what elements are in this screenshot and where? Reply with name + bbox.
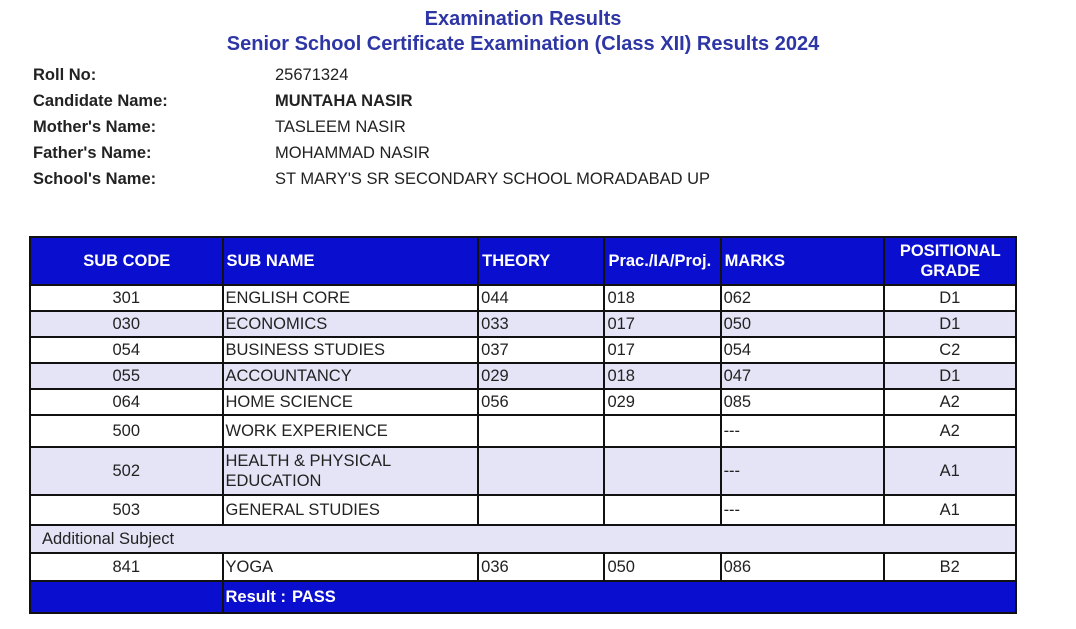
sub-name-cell: HOME SCIENCE <box>223 389 479 415</box>
candidate-name-label: Candidate Name: <box>33 91 168 110</box>
header-sub-code: SUB CODE <box>30 237 223 285</box>
school-name-label: School's Name: <box>33 169 157 188</box>
table-row <box>30 285 1016 311</box>
theory-cell: 029 <box>478 363 604 389</box>
roll-row <box>33 62 710 88</box>
header-prac: Prac./IA/Proj. <box>604 237 720 285</box>
school-name-value: ST MARY'S SR SECONDARY SCHOOL MORADABAD UP <box>275 169 711 188</box>
grade-cell: A1 <box>884 495 1016 525</box>
roll-value: 25671324 <box>275 65 349 84</box>
result-label: Result : <box>225 587 287 606</box>
sub-name-cell: BUSINESS STUDIES <box>223 337 479 363</box>
mother-name-row <box>33 114 710 140</box>
header-marks: MARKS <box>721 237 884 285</box>
grade-cell: D1 <box>884 363 1016 389</box>
marks-cell: 054 <box>721 337 884 363</box>
result-spacer-cell <box>30 581 223 613</box>
marks-cell: --- <box>721 495 884 525</box>
table-row <box>30 495 1016 525</box>
theory-cell: 036 <box>478 553 604 581</box>
sub-name-cell: ACCOUNTANCY <box>223 363 479 389</box>
candidate-name-value: MUNTAHA NASIR <box>275 91 413 110</box>
sub-code-cell: 841 <box>30 553 223 581</box>
sub-code-cell: 064 <box>30 389 223 415</box>
sub-code-cell: 030 <box>30 311 223 337</box>
result-row <box>30 581 1016 613</box>
marks-cell: --- <box>721 415 884 447</box>
result-value: PASS <box>292 587 336 606</box>
grade-cell: D1 <box>884 285 1016 311</box>
marks-cell: 050 <box>721 311 884 337</box>
table-row <box>30 447 1016 495</box>
roll-label: Roll No: <box>33 65 97 84</box>
candidate-info <box>33 62 710 192</box>
header-grade-line2: GRADE <box>920 262 981 280</box>
candidate-name-row <box>33 88 710 114</box>
table-row <box>30 311 1016 337</box>
sub-code-cell: 502 <box>30 447 223 495</box>
theory-cell <box>478 495 604 525</box>
page-title: Examination Results <box>424 8 622 30</box>
sub-code-cell: 503 <box>30 495 223 525</box>
prac-cell <box>604 415 720 447</box>
school-name-row <box>33 166 710 192</box>
prac-cell: 017 <box>604 311 720 337</box>
theory-cell <box>478 415 604 447</box>
page-subtitle: Senior School Certificate Examination (Class XII) Results 2024 <box>226 33 820 55</box>
table-row <box>30 553 1016 581</box>
table-row <box>30 337 1016 363</box>
prac-cell <box>604 495 720 525</box>
result-cell <box>223 581 1017 613</box>
grade-cell: C2 <box>884 337 1016 363</box>
theory-cell: 033 <box>478 311 604 337</box>
table-row <box>30 363 1016 389</box>
table-row <box>30 415 1016 447</box>
header-sub-name: SUB NAME <box>223 237 479 285</box>
sub-name-cell: WORK EXPERIENCE <box>223 415 479 447</box>
additional-subject-row <box>30 525 1016 553</box>
prac-cell: 018 <box>604 285 720 311</box>
marks-cell: 086 <box>721 553 884 581</box>
sub-code-cell: 500 <box>30 415 223 447</box>
grade-cell: B2 <box>884 553 1016 581</box>
prac-cell: 029 <box>604 389 720 415</box>
header-theory: THEORY <box>478 237 604 285</box>
sub-name-cell: ENGLISH CORE <box>223 285 479 311</box>
grade-cell: D1 <box>884 311 1016 337</box>
marks-cell: 047 <box>721 363 884 389</box>
sub-code-cell: 055 <box>30 363 223 389</box>
table-row <box>30 389 1016 415</box>
sub-code-cell: 301 <box>30 285 223 311</box>
sub-code-cell: 054 <box>30 337 223 363</box>
sub-name-cell: YOGA <box>223 553 479 581</box>
sub-name-cell: ECONOMICS <box>223 311 479 337</box>
additional-subject-label: Additional Subject <box>30 525 1016 553</box>
sub-name-cell: HEALTH & PHYSICAL EDUCATION <box>223 447 479 495</box>
grade-cell: A2 <box>884 415 1016 447</box>
marks-cell: 085 <box>721 389 884 415</box>
theory-cell: 056 <box>478 389 604 415</box>
grade-cell: A1 <box>884 447 1016 495</box>
prac-cell: 018 <box>604 363 720 389</box>
father-name-row <box>33 140 710 166</box>
grade-cell: A2 <box>884 389 1016 415</box>
results-table <box>29 236 1017 614</box>
table-header-row <box>30 237 1016 285</box>
father-name-value: MOHAMMAD NASIR <box>275 143 430 162</box>
theory-cell: 037 <box>478 337 604 363</box>
prac-cell: 017 <box>604 337 720 363</box>
mother-name-value: TASLEEM NASIR <box>275 117 406 136</box>
mother-name-label: Mother's Name: <box>33 117 157 136</box>
header-grade-line1: POSITIONAL <box>899 242 1001 260</box>
prac-cell: 050 <box>604 553 720 581</box>
father-name-label: Father's Name: <box>33 143 152 162</box>
marks-cell: 062 <box>721 285 884 311</box>
sub-name-cell: GENERAL STUDIES <box>223 495 479 525</box>
theory-cell: 044 <box>478 285 604 311</box>
marks-cell: --- <box>721 447 884 495</box>
theory-cell <box>478 447 604 495</box>
header-grade <box>884 237 1016 285</box>
prac-cell <box>604 447 720 495</box>
